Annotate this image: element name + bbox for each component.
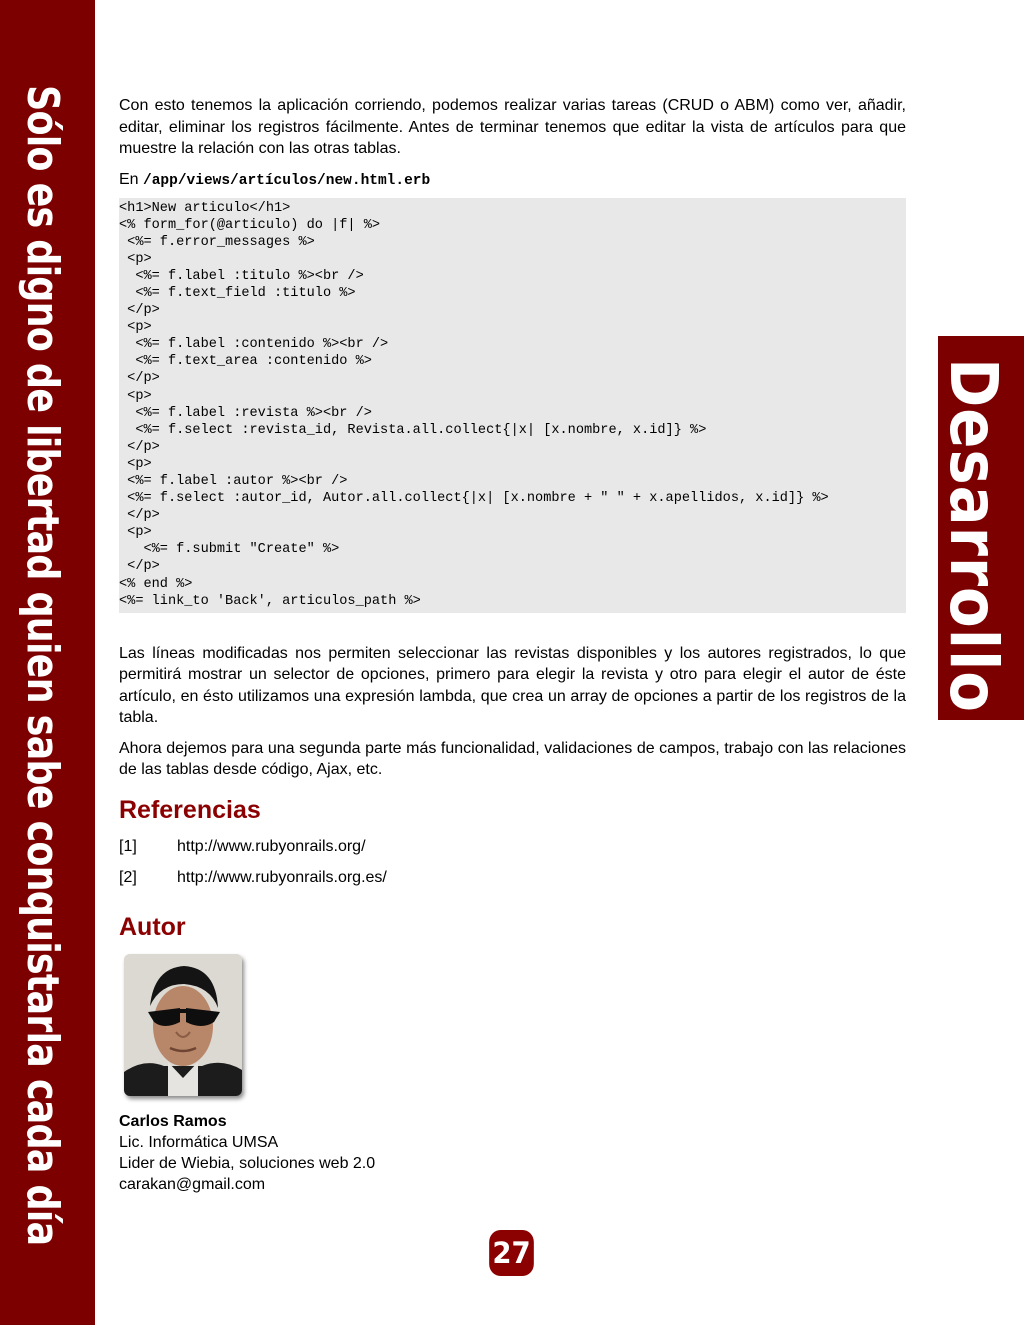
author-portrait: [124, 954, 242, 1096]
author-name: Carlos Ramos: [119, 1112, 227, 1130]
reference-link[interactable]: http://www.rubyonrails.org.es/: [177, 868, 387, 886]
paragraph-2: Las líneas modificadas nos permiten seleccionar las revistas disponibles y los autores registrados, lo que permitirá mostrar un selector de opciones, primero para elegir la revista y otro para elegir el autor de éste artículo, en ésto utilizamos una expresión lambda, que crea un array de opciones a partir de los registros de la tabla.: [119, 644, 906, 727]
section-tab: [935, 336, 1024, 720]
author-role: Lider de Wiebia, soluciones web 2.0: [119, 1154, 376, 1172]
code-line: </p>: [119, 559, 160, 575]
code-line: <%= f.label :titulo %><br />: [119, 268, 364, 284]
code-line: <p>: [119, 320, 152, 336]
code-line: <%= f.label :contenido %><br />: [119, 337, 389, 353]
reference-number: [2]: [119, 868, 137, 886]
code-line: <h1>New articulo</h1>: [119, 200, 291, 216]
code-line: <%= f.error_messages %>: [119, 234, 315, 250]
path-prefix: En: [119, 170, 139, 188]
author-degree: Lic. Informática UMSA: [119, 1133, 279, 1151]
reference-item: [119, 868, 906, 888]
code-line: </p>: [119, 303, 160, 319]
code-line: <% end %>: [119, 576, 193, 592]
code-line: </p>: [119, 371, 160, 387]
reference-item: [119, 837, 906, 857]
author-info: [119, 1111, 906, 1195]
code-line: <%= f.select :revista_id, Revista.all.collect{|x| [x.nombre, x.id]} %>: [119, 422, 707, 438]
code-line: <%= f.text_area :contenido %>: [119, 354, 372, 370]
sidebar-band: [0, 0, 95, 1325]
reference-number: [1]: [119, 837, 137, 855]
code-block: [119, 198, 906, 613]
paragraph-3: Ahora dejemos para una segunda parte más funcionalidad, validaciones de campos, trabajo con las relaciones de las tablas desde código, Ajax, etc.: [119, 739, 906, 779]
file-path-line: [119, 169, 906, 192]
code-line: <%= f.select :autor_id, Autor.all.collect{|x| [x.nombre + " " + x.apellidos, x.id]} %>: [119, 491, 829, 507]
author-email: carakan@gmail.com: [119, 1175, 266, 1193]
author-photo: [124, 954, 242, 1096]
intro-paragraph: Con esto tenemos la aplicación corriendo, podemos realizar varias tareas (CRUD o ABM) como ver, añadir, editar, eliminar los registros fácilmente. Antes de terminar tenemos que editar la vista de artículos para que muestre la relación con las otras tablas.: [119, 97, 906, 157]
code-line: <%= f.text_field :titulo %>: [119, 285, 356, 301]
code-line: <%= link_to 'Back', articulos_path %>: [119, 593, 421, 609]
article-body: [119, 95, 906, 1195]
page-number: 27: [489, 1230, 534, 1276]
code-line: </p>: [119, 439, 160, 455]
reference-link[interactable]: http://www.rubyonrails.org/: [177, 837, 366, 855]
code-line: <p>: [119, 525, 152, 541]
code-line: <p>: [119, 456, 152, 472]
file-path: /app/views/artículos/new.html.erb: [143, 172, 431, 189]
references-heading: Referencias: [119, 795, 261, 824]
sidebar-motto: Sólo es digno de libertad quien sabe conquistarla cada día: [17, 85, 68, 1246]
code-line: <%= f.label :revista %><br />: [119, 405, 372, 421]
code-line: <%= f.label :autor %><br />: [119, 474, 348, 489]
code-line: <% form_for(@articulo) do |f| %>: [119, 217, 381, 233]
code-line: <p>: [119, 388, 152, 404]
code-line: <p>: [119, 251, 152, 267]
code-line: </p>: [119, 508, 160, 524]
section-tab-label: Desarrollo: [935, 358, 1012, 713]
author-heading: Autor: [119, 912, 186, 941]
code-line: <%= f.submit "Create" %>: [119, 542, 340, 558]
